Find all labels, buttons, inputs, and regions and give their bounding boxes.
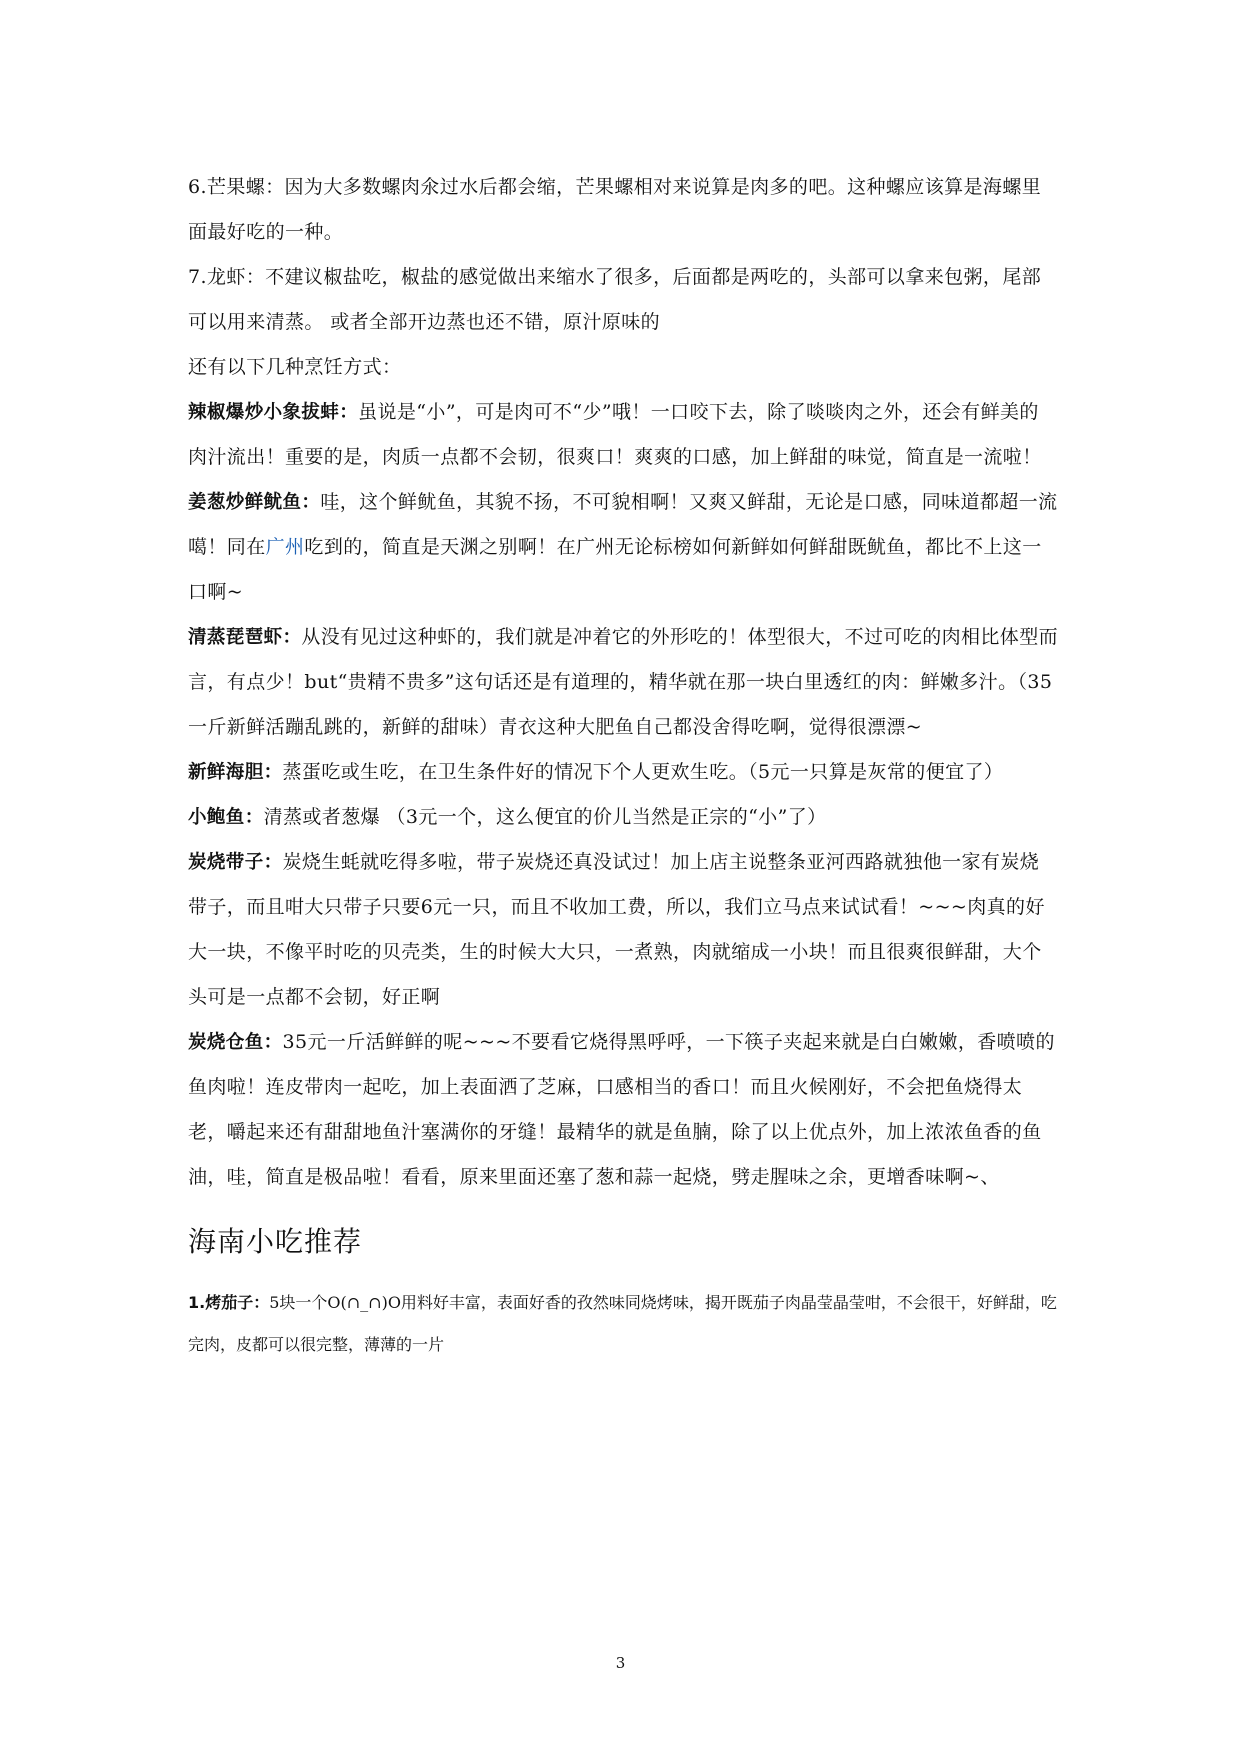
paragraph-mango-snail: 6.芒果螺：因为大多数螺肉氽过水后都会缩，芒果螺相对来说算是肉多的吧。这种螺应该算是海螺里面最好吃的一种。 bbox=[188, 176, 1042, 243]
page-number: 3 bbox=[615, 1654, 626, 1672]
dish-text: 蒸蛋吃或生吃，在卫生条件好的情况下个人更欢生吃。（5元一只算是灰常的便宜了） bbox=[282, 761, 1004, 783]
document-body bbox=[188, 165, 1058, 1366]
dish-text: 炭烧生蚝就吃得多啦，带子炭烧还真没试过！加上店主说整条亚河西路就独他一家有炭烧带子，而且咁大只带子只要6元一只，而且不收加工费，所以，我们立马点来试试看！~~~肉真的好大一块，不像平时吃的贝壳类，生的时候大大只，一煮熟，肉就缩成一小块！而且很爽很鲜甜，大个头可是一点都不会韧，好正啊 bbox=[188, 851, 1045, 1008]
dish-text: 从没有见过这种虾的，我们就是冲着它的外形吃的！体型很大，不过可吃的肉相比体型而言，有点少！but“贵精不贵多”这句话还是有道理的，精华就在那一块白里透红的肉：鲜嫩多汁。（35一斤新鲜活蹦乱跳的，新鲜的甜味）青衣这种大肥鱼自己都没舍得吃啊，觉得很漂漂~ bbox=[188, 626, 1059, 738]
dish-text-continued: 吃到的，简直是天渊之别啊！在广州无论标榜如何新鲜如何鲜甜既鱿鱼，都比不上这一口啊~ bbox=[188, 536, 1042, 603]
dish-name: 清蒸琵琶虾： bbox=[188, 627, 302, 648]
dish-name: 炭烧带子： bbox=[188, 852, 283, 873]
dish-text: 虽说是“小”，可是肉可不“少”哦！一口咬下去，除了啖啖肉之外，还会有鲜美的肉汁流出！重要的是，肉质一点都不会韧，很爽口！爽爽的口感，加上鲜甜的味觉，简直是一流啦！ bbox=[188, 401, 1042, 468]
snack-name: 1.烤茄子： bbox=[188, 1293, 270, 1312]
dish-name: 小鲍鱼： bbox=[188, 807, 264, 828]
dish-text: 哇，这个鲜鱿鱼，其貌不扬，不可貌相啊！又爽又鲜甜，无论是口感，同味道都超一流噶！同在 bbox=[188, 491, 1058, 558]
dish-name: 新鲜海胆： bbox=[188, 762, 283, 783]
dish-text: 35元一斤活鲜鲜的呢~~~不要看它烧得黑呼呼，一下筷子夹起来就是白白嫩嫩，香喷喷的鱼肉啦！连皮带肉一起吃，加上表面洒了芝麻，口感相当的香口！而且火候刚好，不会把鱼烧得太老，嚼起来还有甜甜地鱼汁塞满你的牙缝！最精华的就是鱼腩，除了以上优点外，加上浓浓鱼香的鱼油，哇，简直是极品啦！看看，原来里面还塞了葱和蒜一起烧，劈走腥味之余，更增香味啊~、 bbox=[188, 1031, 1055, 1188]
dish-grilled-scallop bbox=[188, 840, 1058, 1020]
guangzhou-link[interactable]: 广州 bbox=[265, 536, 305, 558]
dish-name: 炭烧仓鱼： bbox=[188, 1032, 283, 1053]
snack-text: 5块一个O(∩_∩)O用料好丰富，表面好香的孜然味同烧烤味，揭开既茄子肉晶莹晶莹咁，不会很干，好鲜甜，吃完肉，皮都可以很完整，薄薄的一片 bbox=[188, 1293, 1057, 1354]
dish-squid bbox=[188, 480, 1058, 615]
dish-name: 姜葱炒鲜鱿鱼： bbox=[188, 492, 321, 513]
dish-geoduck bbox=[188, 390, 1058, 480]
dish-sea-urchin bbox=[188, 750, 1058, 795]
paragraph-intro: 还有以下几种烹饪方式： bbox=[188, 356, 402, 378]
dish-pipa-shrimp bbox=[188, 615, 1058, 750]
dish-grilled-pomfret bbox=[188, 1020, 1058, 1200]
dish-text: 清蒸或者葱爆 （3元一个，这么便宜的价儿当然是正宗的“小”了） bbox=[263, 806, 827, 828]
paragraph-lobster: 7.龙虾：不建议椒盐吃，椒盐的感觉做出来缩水了很多，后面都是两吃的，头部可以拿来包粥，尾部可以用来清蒸。 或者全部开边蒸也还不错，原汁原味的 bbox=[188, 266, 1042, 333]
section-heading: 海南小吃推荐 bbox=[188, 1225, 363, 1258]
dish-name: 辣椒爆炒小象拔蚌： bbox=[188, 402, 359, 423]
snack-grilled-eggplant bbox=[188, 1282, 1058, 1366]
dish-small-abalone bbox=[188, 795, 1058, 840]
